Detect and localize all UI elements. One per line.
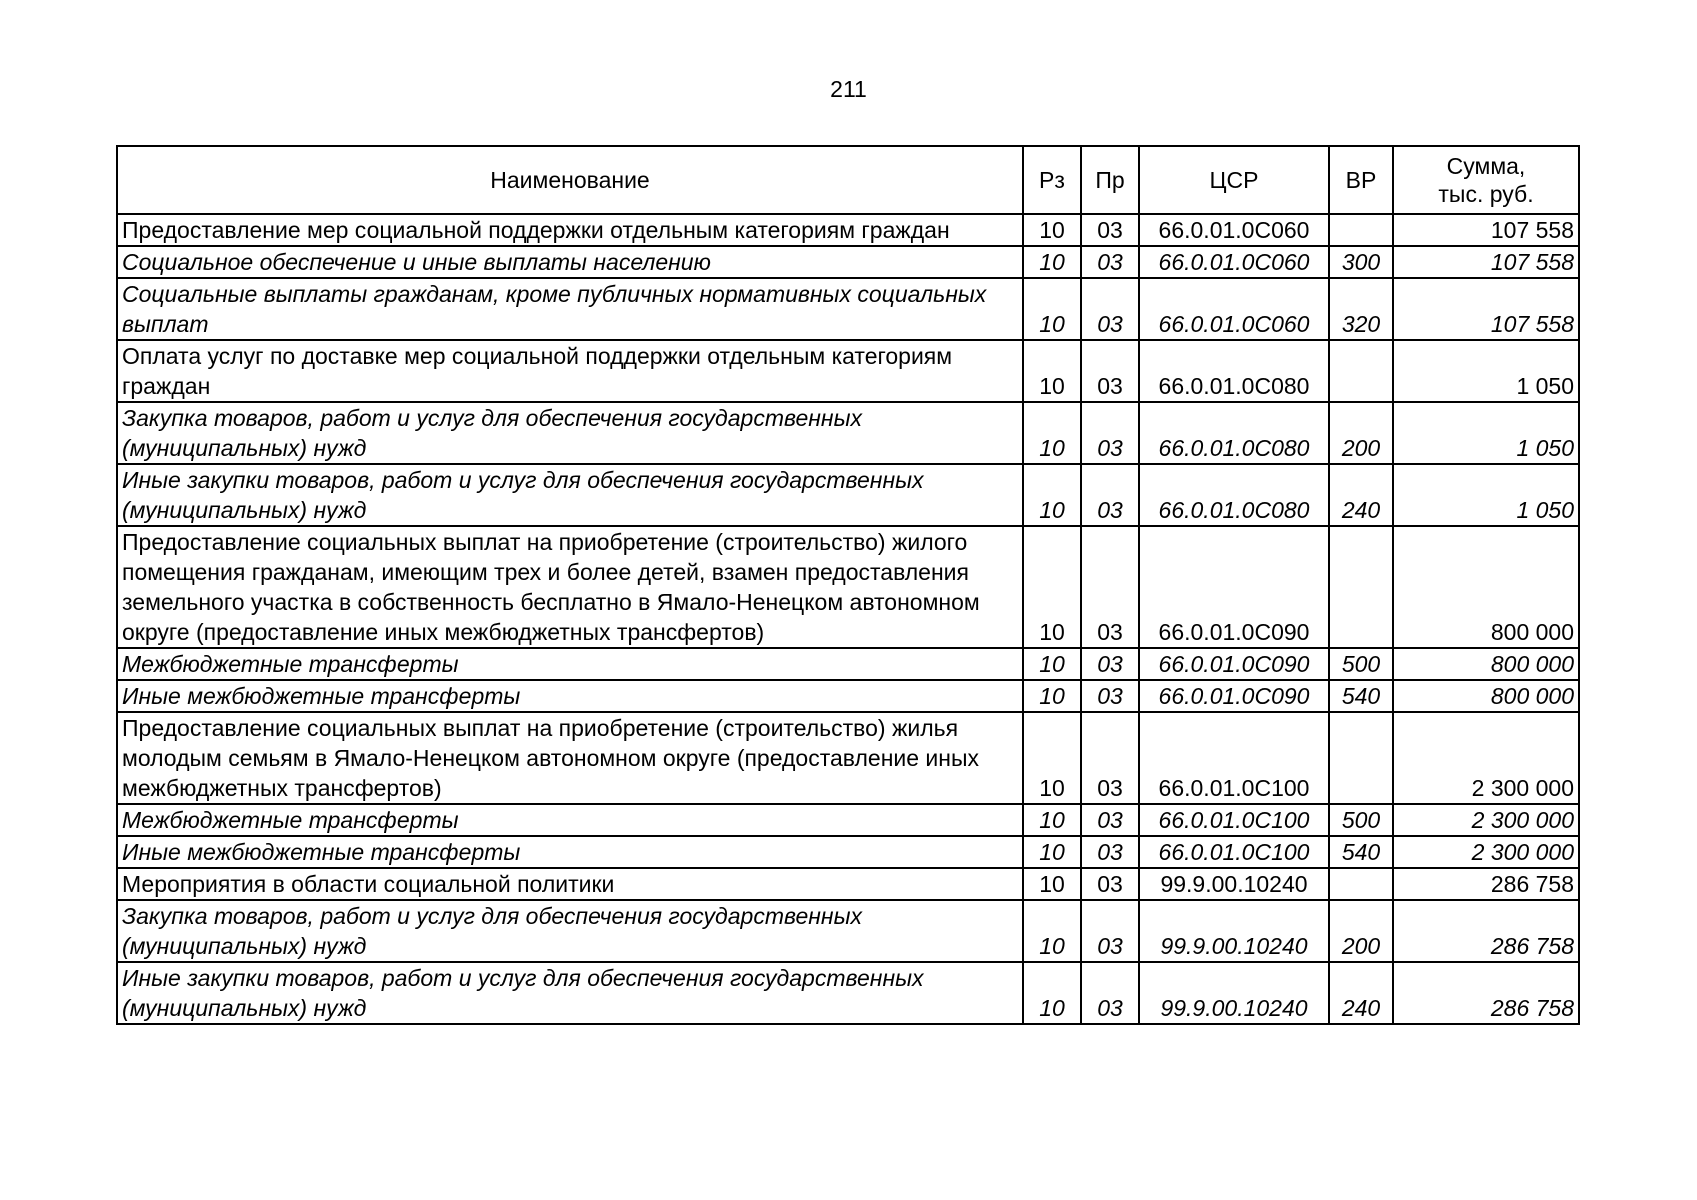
rz-cell: 10 <box>1023 526 1081 648</box>
pr-cell: 03 <box>1081 680 1139 712</box>
rz-cell: 10 <box>1023 962 1081 1024</box>
table-body <box>117 214 1579 1024</box>
name-cell: Предоставление мер социальной поддержки отдельным категориям граждан <box>117 214 1023 246</box>
table-row <box>117 712 1579 804</box>
table-row <box>117 526 1579 648</box>
pr-cell: 03 <box>1081 868 1139 900</box>
rz-cell: 10 <box>1023 464 1081 526</box>
pr-cell: 03 <box>1081 246 1139 278</box>
pr-cell: 03 <box>1081 836 1139 868</box>
sum-cell: 286 758 <box>1393 962 1579 1024</box>
name-cell: Межбюджетные трансферты <box>117 648 1023 680</box>
header-rz: Рз <box>1023 146 1081 214</box>
rz-cell: 10 <box>1023 712 1081 804</box>
csr-cell: 66.0.01.0С100 <box>1139 712 1329 804</box>
vr-cell: 200 <box>1329 402 1393 464</box>
table-row <box>117 804 1579 836</box>
pr-cell: 03 <box>1081 278 1139 340</box>
rz-cell: 10 <box>1023 836 1081 868</box>
vr-cell: 320 <box>1329 278 1393 340</box>
sum-cell: 1 050 <box>1393 340 1579 402</box>
csr-cell: 66.0.01.0С080 <box>1139 402 1329 464</box>
header-name: Наименование <box>117 146 1023 214</box>
vr-cell: 500 <box>1329 648 1393 680</box>
rz-cell: 10 <box>1023 246 1081 278</box>
name-cell: Межбюджетные трансферты <box>117 804 1023 836</box>
table-row <box>117 246 1579 278</box>
sum-cell: 286 758 <box>1393 900 1579 962</box>
rz-cell: 10 <box>1023 868 1081 900</box>
pr-cell: 03 <box>1081 804 1139 836</box>
table-row <box>117 900 1579 962</box>
csr-cell: 99.9.00.10240 <box>1139 868 1329 900</box>
table-row <box>117 836 1579 868</box>
header-pr: Пр <box>1081 146 1139 214</box>
rz-cell: 10 <box>1023 900 1081 962</box>
sum-cell: 800 000 <box>1393 648 1579 680</box>
rz-cell: 10 <box>1023 680 1081 712</box>
csr-cell: 66.0.01.0С060 <box>1139 278 1329 340</box>
sum-cell: 1 050 <box>1393 464 1579 526</box>
table-header <box>117 146 1579 214</box>
name-cell: Социальные выплаты гражданам, кроме публичных нормативных социальных выплат <box>117 278 1023 340</box>
csr-cell: 66.0.01.0С100 <box>1139 804 1329 836</box>
header-csr: ЦСР <box>1139 146 1329 214</box>
pr-cell: 03 <box>1081 712 1139 804</box>
header-row <box>117 146 1579 214</box>
vr-cell: 240 <box>1329 962 1393 1024</box>
vr-cell: 540 <box>1329 680 1393 712</box>
rz-cell: 10 <box>1023 278 1081 340</box>
sum-cell: 107 558 <box>1393 214 1579 246</box>
header-sum-unit: тыс. руб. <box>1438 181 1534 207</box>
name-cell: Оплата услуг по доставке мер социальной поддержки отдельным категориям граждан <box>117 340 1023 402</box>
vr-cell <box>1329 868 1393 900</box>
sum-cell: 2 300 000 <box>1393 804 1579 836</box>
sum-cell: 286 758 <box>1393 868 1579 900</box>
table-row <box>117 962 1579 1024</box>
vr-cell: 500 <box>1329 804 1393 836</box>
table-row <box>117 278 1579 340</box>
name-cell: Иные закупки товаров, работ и услуг для обеспечения государственных (муниципальных) нужд <box>117 962 1023 1024</box>
vr-cell <box>1329 712 1393 804</box>
header-sum <box>1393 146 1579 214</box>
vr-cell: 200 <box>1329 900 1393 962</box>
table-row <box>117 464 1579 526</box>
pr-cell: 03 <box>1081 340 1139 402</box>
table-row <box>117 680 1579 712</box>
csr-cell: 66.0.01.0С060 <box>1139 246 1329 278</box>
rz-cell: 10 <box>1023 340 1081 402</box>
csr-cell: 66.0.01.0С100 <box>1139 836 1329 868</box>
name-cell: Предоставление социальных выплат на приобретение (строительство) жилого помещения гражданам, имеющим трех и более детей, взамен предоставления земельного участка в собственность бесплатно в Ямало-Ненецком автономном округе (предоставление иных межбюджетных трансфертов) <box>117 526 1023 648</box>
pr-cell: 03 <box>1081 402 1139 464</box>
csr-cell: 66.0.01.0С090 <box>1139 648 1329 680</box>
pr-cell: 03 <box>1081 214 1139 246</box>
csr-cell: 66.0.01.0С080 <box>1139 464 1329 526</box>
csr-cell: 99.9.00.10240 <box>1139 900 1329 962</box>
name-cell: Иные межбюджетные трансферты <box>117 680 1023 712</box>
csr-cell: 66.0.01.0С060 <box>1139 214 1329 246</box>
budget-table <box>116 145 1580 1025</box>
name-cell: Закупка товаров, работ и услуг для обеспечения государственных (муниципальных) нужд <box>117 402 1023 464</box>
pr-cell: 03 <box>1081 962 1139 1024</box>
csr-cell: 66.0.01.0С080 <box>1139 340 1329 402</box>
rz-cell: 10 <box>1023 804 1081 836</box>
sum-cell: 2 300 000 <box>1393 836 1579 868</box>
vr-cell: 540 <box>1329 836 1393 868</box>
header-sum-label: Сумма, <box>1446 153 1526 179</box>
name-cell: Предоставление социальных выплат на приобретение (строительство) жилья молодым семьям в Ямало-Ненецком автономном округе (предоставление иных межбюджетных трансфертов) <box>117 712 1023 804</box>
name-cell: Социальное обеспечение и иные выплаты населению <box>117 246 1023 278</box>
csr-cell: 66.0.01.0С090 <box>1139 680 1329 712</box>
sum-cell: 2 300 000 <box>1393 712 1579 804</box>
name-cell: Закупка товаров, работ и услуг для обеспечения государственных (муниципальных) нужд <box>117 900 1023 962</box>
rz-cell: 10 <box>1023 402 1081 464</box>
table-row <box>117 868 1579 900</box>
name-cell: Иные закупки товаров, работ и услуг для обеспечения государственных (муниципальных) нужд <box>117 464 1023 526</box>
pr-cell: 03 <box>1081 464 1139 526</box>
name-cell: Иные межбюджетные трансферты <box>117 836 1023 868</box>
pr-cell: 03 <box>1081 900 1139 962</box>
pr-cell: 03 <box>1081 648 1139 680</box>
csr-cell: 99.9.00.10240 <box>1139 962 1329 1024</box>
table-row <box>117 340 1579 402</box>
header-vr: ВР <box>1329 146 1393 214</box>
sum-cell: 107 558 <box>1393 246 1579 278</box>
name-cell: Мероприятия в области социальной политики <box>117 868 1023 900</box>
rz-cell: 10 <box>1023 648 1081 680</box>
sum-cell: 800 000 <box>1393 526 1579 648</box>
table-row <box>117 402 1579 464</box>
csr-cell: 66.0.01.0С090 <box>1139 526 1329 648</box>
table-row <box>117 214 1579 246</box>
rz-cell: 10 <box>1023 214 1081 246</box>
page-number: 211 <box>830 76 867 102</box>
vr-cell <box>1329 340 1393 402</box>
sum-cell: 800 000 <box>1393 680 1579 712</box>
vr-cell: 240 <box>1329 464 1393 526</box>
vr-cell: 300 <box>1329 246 1393 278</box>
table-row <box>117 648 1579 680</box>
pr-cell: 03 <box>1081 526 1139 648</box>
vr-cell <box>1329 526 1393 648</box>
sum-cell: 107 558 <box>1393 278 1579 340</box>
sum-cell: 1 050 <box>1393 402 1579 464</box>
vr-cell <box>1329 214 1393 246</box>
